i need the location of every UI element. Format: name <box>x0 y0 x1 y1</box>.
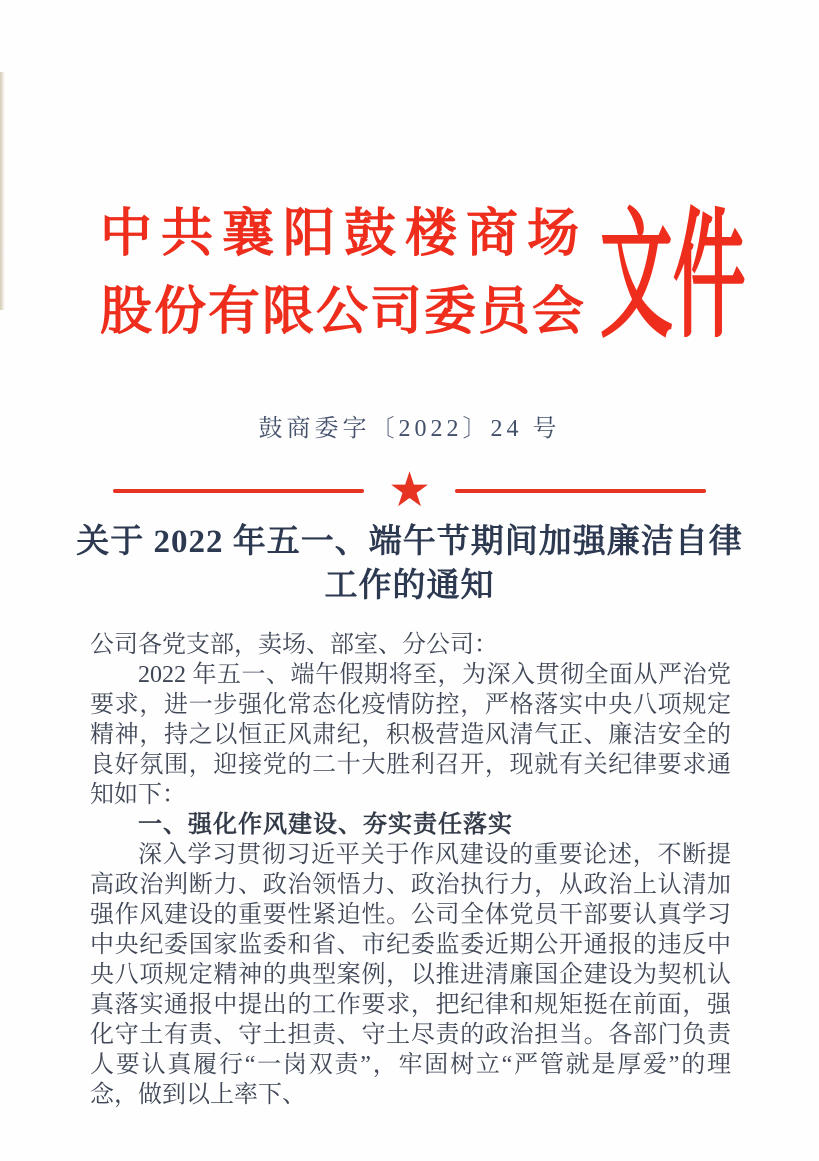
paragraph: 公司各党支部，卖场、部室、分公司： <box>90 632 498 658</box>
scan-edge-artifact <box>0 72 5 310</box>
paragraph: 2022 年五一、端午假期将至，为深入贯彻全面从严治党要求，进一步强化常态化疫情防控，严格落实中央八项规定精神，持之以恒正风肃纪，积极营造风清气正、廉洁安全的良好氛围，迎接党的二十大胜利召开，现就有关纪律要求通知如下： <box>90 662 731 808</box>
org-name-line2: 股份有限公司委员会 <box>100 284 587 341</box>
divider-rule-left <box>113 489 364 493</box>
section-heading: 一、强化作风建设、夯实责任落实 <box>138 811 513 838</box>
red-star-icon: ★ <box>387 464 432 517</box>
letterhead <box>100 196 819 355</box>
document-title <box>0 520 819 608</box>
body-paragraphs <box>90 630 731 1110</box>
org-name <box>100 196 600 352</box>
divider-rule-right <box>455 489 706 493</box>
org-name-line1: 中共襄阳鼓楼商场 <box>100 206 589 263</box>
title-line2: 工作的通知 <box>324 568 495 604</box>
star-divider <box>0 464 819 517</box>
document-number: 鼓商委字〔2022〕24 号 <box>258 416 561 442</box>
title-line1: 关于 2022 年五一、端午节期间加强廉洁自律 <box>76 524 743 560</box>
document-word: 文件 <box>600 200 746 355</box>
paragraph: 深入学习贯彻习近平关于作风建设的重要论述，不断提高政治判断力、政治领悟力、政治执行力，从政治上认清加强作风建设的重要性紧迫性。公司全体党员干部要认真学习中央纪委国家监委和省、市纪委监委近期公开通报的违反中央八项规定精神的典型案例，以推进清廉国企建设为契机认真落实通报中提出的工作要求，把纪律和规矩挺在前面，强化守土有责、守土担责、守土尽责的政治担当。各部门负责人要认真履行“一岗双责”，牢固树立“严管就是厚爱”的理念，做到以上率下、 <box>90 842 731 1108</box>
